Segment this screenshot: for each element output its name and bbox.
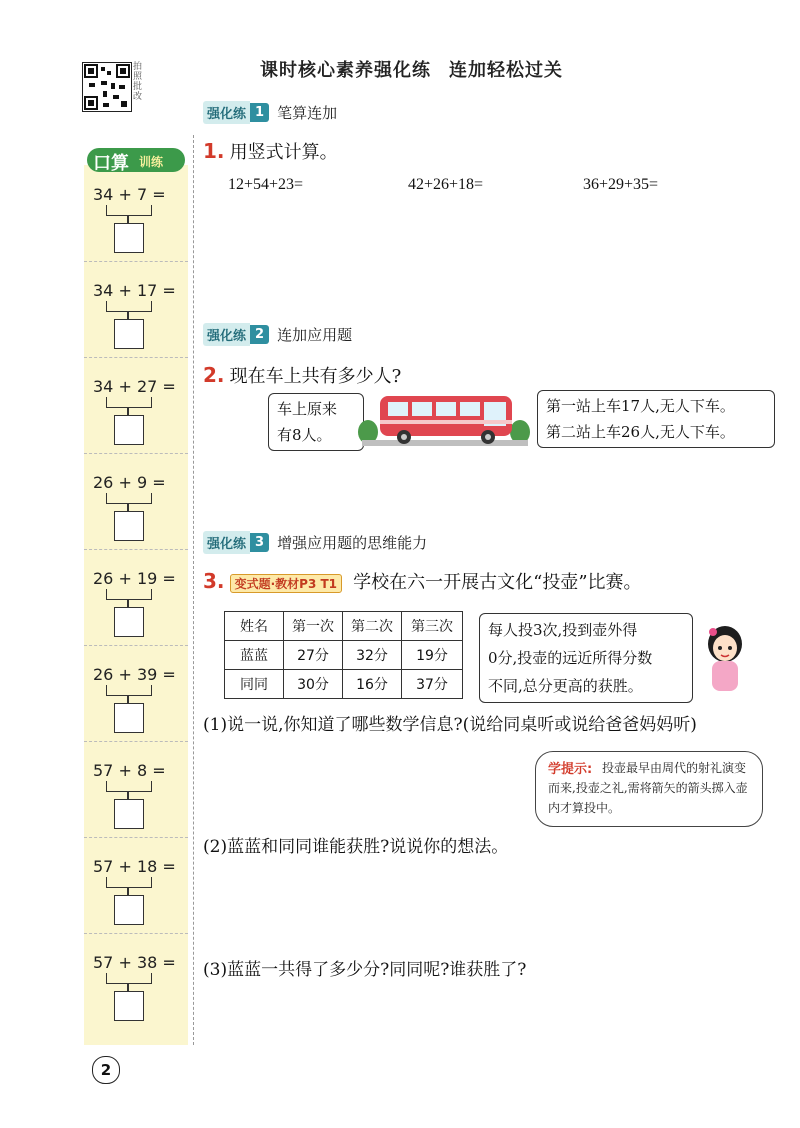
girl-illustration (703, 624, 747, 698)
section-1-tag (203, 101, 337, 123)
page-title (260, 56, 563, 82)
oral-exercise (84, 837, 188, 934)
title-main: 课时核心素养强化练 (260, 60, 431, 81)
oral-expression: 34 + 17 = (93, 281, 176, 300)
bracket-stem (127, 311, 129, 319)
section-2-tag (203, 323, 352, 345)
table-cell: 32分 (343, 641, 402, 670)
rules-bubble (479, 613, 693, 703)
table-header: 第二次 (343, 612, 402, 641)
qr-note: 拍照批改 (133, 62, 143, 102)
bubble-line: 第一站上车17人,无人下车。 (546, 397, 735, 415)
oral-expression: 34 + 27 = (93, 377, 176, 396)
question-number: 2. (203, 363, 225, 387)
answer-box[interactable] (114, 703, 144, 733)
rule-line: 0分,投壶的远近所得分数 (488, 649, 653, 667)
table-cell: 30分 (284, 670, 343, 699)
section-3-tag (203, 531, 427, 553)
vertical-problem: 42+26+18= (408, 176, 484, 193)
bracket-stem (127, 791, 129, 799)
question-number: 3. (203, 569, 225, 593)
vertical-problem: 12+54+23= (228, 176, 304, 193)
answer-box[interactable] (114, 991, 144, 1021)
oral-column (84, 165, 188, 1045)
qr-code-icon (83, 63, 131, 111)
bracket-stem (127, 215, 129, 223)
oral-expression: 34 + 7 = (93, 185, 166, 204)
speech-bubble-right (537, 390, 775, 448)
hint-text: 投壶最早由周代的射礼演变而来,投壶之礼,需将箭矢的箭头掷入壶内才算投中。 (548, 761, 748, 815)
qr-code (82, 62, 132, 112)
score-table-wrap (224, 611, 463, 699)
bubble-line: 有8人。 (277, 426, 332, 444)
answer-box[interactable] (114, 319, 144, 349)
table-header: 第一次 (284, 612, 343, 641)
score-table (224, 611, 463, 699)
vertical-problem: 36+29+35= (583, 176, 659, 193)
bracket-stem (127, 887, 129, 895)
section-title: 增强应用题的思维能力 (277, 533, 428, 552)
answer-box[interactable] (114, 799, 144, 829)
section-title: 连加应用题 (277, 325, 353, 344)
rule-line: 每人投3次,投到壶外得 (488, 621, 638, 639)
bracket (106, 685, 152, 696)
question-3 (203, 568, 642, 594)
title-sub: 连加轻松过关 (449, 60, 563, 81)
bracket (106, 493, 152, 504)
table-header: 姓名 (225, 612, 284, 641)
badge-main: 口算 (93, 153, 129, 174)
bracket-stem (127, 599, 129, 607)
answer-box[interactable] (114, 607, 144, 637)
rule-line: 不同,总分更高的获胜。 (488, 677, 643, 695)
oral-expression: 57 + 8 = (93, 761, 166, 780)
bracket (106, 205, 152, 216)
bubble-line: 第二站上车26人,无人下车。 (546, 423, 735, 441)
tag-label: 强化练 (203, 323, 250, 346)
question-text: 用竖式计算。 (229, 142, 338, 163)
bracket-stem (127, 503, 129, 511)
table-cell: 19分 (402, 641, 463, 670)
oral-exercise (84, 933, 188, 1029)
speech-bubble-left (268, 393, 364, 451)
table-row (225, 670, 463, 699)
section-title: 笔算连加 (277, 103, 338, 122)
answer-box[interactable] (114, 511, 144, 541)
table-cell: 蓝蓝 (225, 641, 284, 670)
badge-sub: 训练 (139, 155, 164, 169)
answer-box[interactable] (114, 415, 144, 445)
oral-expression: 26 + 19 = (93, 569, 176, 588)
oral-expression: 57 + 38 = (93, 953, 176, 972)
answer-box[interactable] (114, 223, 144, 253)
bracket-stem (127, 695, 129, 703)
bracket (106, 301, 152, 312)
sub-question-3: (3)蓝蓝一共得了多少分?同同呢?谁获胜了? (203, 960, 527, 980)
question-text: 学校在六一开展古文化“投壶”比赛。 (353, 572, 642, 593)
tag-label: 强化练 (203, 101, 250, 124)
bracket (106, 973, 152, 984)
sub-question-1: (1)说一说,你知道了哪些数学信息?(说给同桌听或说给爸爸妈妈听) (203, 715, 697, 735)
bracket (106, 877, 152, 888)
bracket (106, 397, 152, 408)
table-cell: 16分 (343, 670, 402, 699)
oral-exercise (84, 741, 188, 838)
table-header: 第三次 (402, 612, 463, 641)
column-divider (193, 135, 194, 1045)
bracket (106, 781, 152, 792)
oral-exercise (84, 261, 188, 358)
question-number: 1. (203, 139, 225, 163)
tag-number: 1 (250, 103, 269, 122)
table-cell: 27分 (284, 641, 343, 670)
bubble-line: 车上原来 (277, 400, 338, 418)
table-cell: 同同 (225, 670, 284, 699)
oral-exercise (84, 165, 188, 262)
table-row (225, 641, 463, 670)
oral-expression: 26 + 9 = (93, 473, 166, 492)
hint-cloud (535, 751, 763, 827)
question-text: 现在车上共有多少人? (229, 366, 402, 387)
hint-label: 学提示: (548, 762, 593, 777)
bus-illustration (358, 390, 530, 452)
oral-expression: 57 + 18 = (93, 857, 176, 876)
tag-number: 2 (250, 325, 269, 344)
table-header-row (225, 612, 463, 641)
oral-expression: 26 + 39 = (93, 665, 176, 684)
table-cell: 37分 (402, 670, 463, 699)
oral-training-badge (87, 148, 185, 172)
question-1 (203, 138, 338, 164)
tag-number: 3 (250, 533, 269, 552)
oral-exercise (84, 453, 188, 550)
bracket-stem (127, 407, 129, 415)
tag-label: 强化练 (203, 531, 250, 554)
bracket (106, 589, 152, 600)
bus-icon (358, 390, 530, 448)
oral-exercise (84, 645, 188, 742)
page-number: 2 (92, 1056, 120, 1084)
girl-icon (703, 624, 747, 694)
oral-exercise (84, 549, 188, 646)
variant-badge: 变式题·教材P3 T1 (230, 574, 342, 593)
bracket-stem (127, 983, 129, 991)
oral-exercise (84, 357, 188, 454)
question-2 (203, 362, 401, 388)
sub-question-2: (2)蓝蓝和同同谁能获胜?说说你的想法。 (203, 837, 509, 857)
answer-box[interactable] (114, 895, 144, 925)
